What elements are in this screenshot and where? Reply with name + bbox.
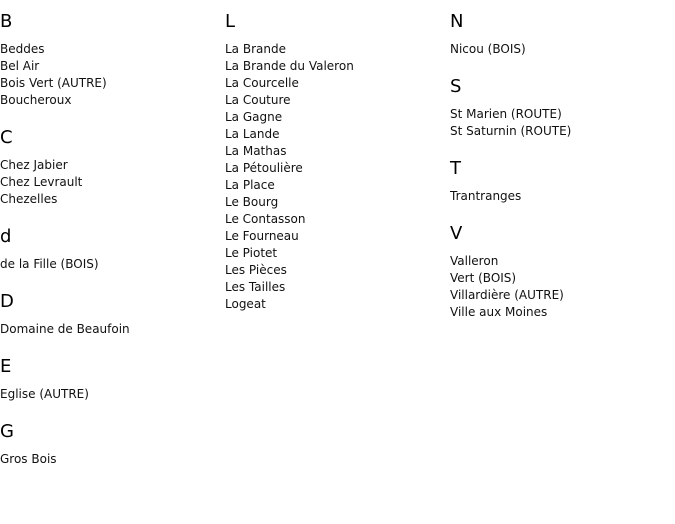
letter-heading: B bbox=[0, 11, 13, 32]
place-entry: Beddes bbox=[0, 42, 45, 56]
place-entry: Domaine de Beaufoin bbox=[0, 322, 130, 336]
letter-heading: L bbox=[225, 11, 236, 32]
place-entry: La Lande bbox=[225, 127, 280, 141]
place-entry: La Pétoulière bbox=[225, 161, 303, 175]
place-entry: Les Tailles bbox=[225, 280, 286, 294]
letter-group bbox=[450, 212, 675, 328]
place-entry: La Place bbox=[225, 178, 275, 192]
place-entry: La Brande bbox=[225, 42, 286, 56]
place-entry: St Marien (ROUTE) bbox=[450, 107, 562, 121]
place-entry: Le Bourg bbox=[225, 195, 279, 209]
entry-list bbox=[0, 157, 225, 208]
letter-heading: S bbox=[450, 76, 462, 97]
entry-list bbox=[0, 256, 225, 273]
place-entry: de la Fille (BOIS) bbox=[0, 257, 99, 271]
letter-group bbox=[0, 410, 225, 475]
place-entry: Logeat bbox=[225, 297, 266, 311]
letter-heading: d bbox=[0, 226, 12, 247]
entry-list bbox=[0, 41, 225, 109]
place-entry: Eglise (AUTRE) bbox=[0, 387, 89, 401]
letter-heading: G bbox=[0, 421, 14, 442]
letter-group bbox=[0, 0, 225, 116]
place-entry: Les Pièces bbox=[225, 263, 287, 277]
place-entry: Bel Air bbox=[0, 59, 40, 73]
letter-group bbox=[450, 65, 675, 147]
place-entry: Ville aux Moines bbox=[450, 305, 548, 319]
entry-list bbox=[450, 106, 675, 140]
place-entry: St Saturnin (ROUTE) bbox=[450, 124, 572, 138]
entry-list bbox=[450, 188, 675, 205]
letter-heading: C bbox=[0, 127, 13, 148]
entry-list bbox=[450, 253, 675, 321]
place-entry: Vert (BOIS) bbox=[450, 271, 517, 285]
letter-group bbox=[0, 215, 225, 280]
letter-group bbox=[0, 345, 225, 410]
place-entry: Chez Levrault bbox=[0, 175, 83, 189]
entry-list bbox=[450, 41, 675, 58]
entry-list bbox=[0, 321, 225, 338]
place-entry: La Gagne bbox=[225, 110, 283, 124]
place-entry: Chez Jabier bbox=[0, 158, 68, 172]
place-entry: Boucheroux bbox=[0, 93, 72, 107]
place-entry: Le Contasson bbox=[225, 212, 306, 226]
place-entry: Chezelles bbox=[0, 192, 58, 206]
letter-group bbox=[450, 147, 675, 212]
place-entry: La Couture bbox=[225, 93, 291, 107]
letter-heading: V bbox=[450, 223, 463, 244]
place-entry: Valleron bbox=[450, 254, 499, 268]
letter-group bbox=[225, 0, 450, 320]
place-entry: Gros Bois bbox=[0, 452, 57, 466]
letter-heading: D bbox=[0, 291, 14, 312]
letter-group bbox=[450, 0, 675, 65]
place-entry: La Courcelle bbox=[225, 76, 299, 90]
index-column-2 bbox=[225, 0, 450, 320]
letter-heading: N bbox=[450, 11, 464, 32]
index-column-3 bbox=[450, 0, 675, 328]
entry-list bbox=[225, 41, 450, 313]
place-entry: La Mathas bbox=[225, 144, 287, 158]
letter-heading: T bbox=[450, 158, 461, 179]
place-entry: Le Piotet bbox=[225, 246, 278, 260]
entry-list bbox=[0, 386, 225, 403]
entry-list bbox=[0, 451, 225, 468]
place-entry: Bois Vert (AUTRE) bbox=[0, 76, 107, 90]
place-entry: Le Fourneau bbox=[225, 229, 299, 243]
place-entry: La Brande du Valeron bbox=[225, 59, 354, 73]
letter-group bbox=[0, 116, 225, 215]
letter-group bbox=[0, 280, 225, 345]
letter-heading: E bbox=[0, 356, 12, 377]
index-column-1 bbox=[0, 0, 225, 475]
place-entry: Villardière (AUTRE) bbox=[450, 288, 564, 302]
place-entry: Trantranges bbox=[450, 189, 522, 203]
place-entry: Nicou (BOIS) bbox=[450, 42, 526, 56]
